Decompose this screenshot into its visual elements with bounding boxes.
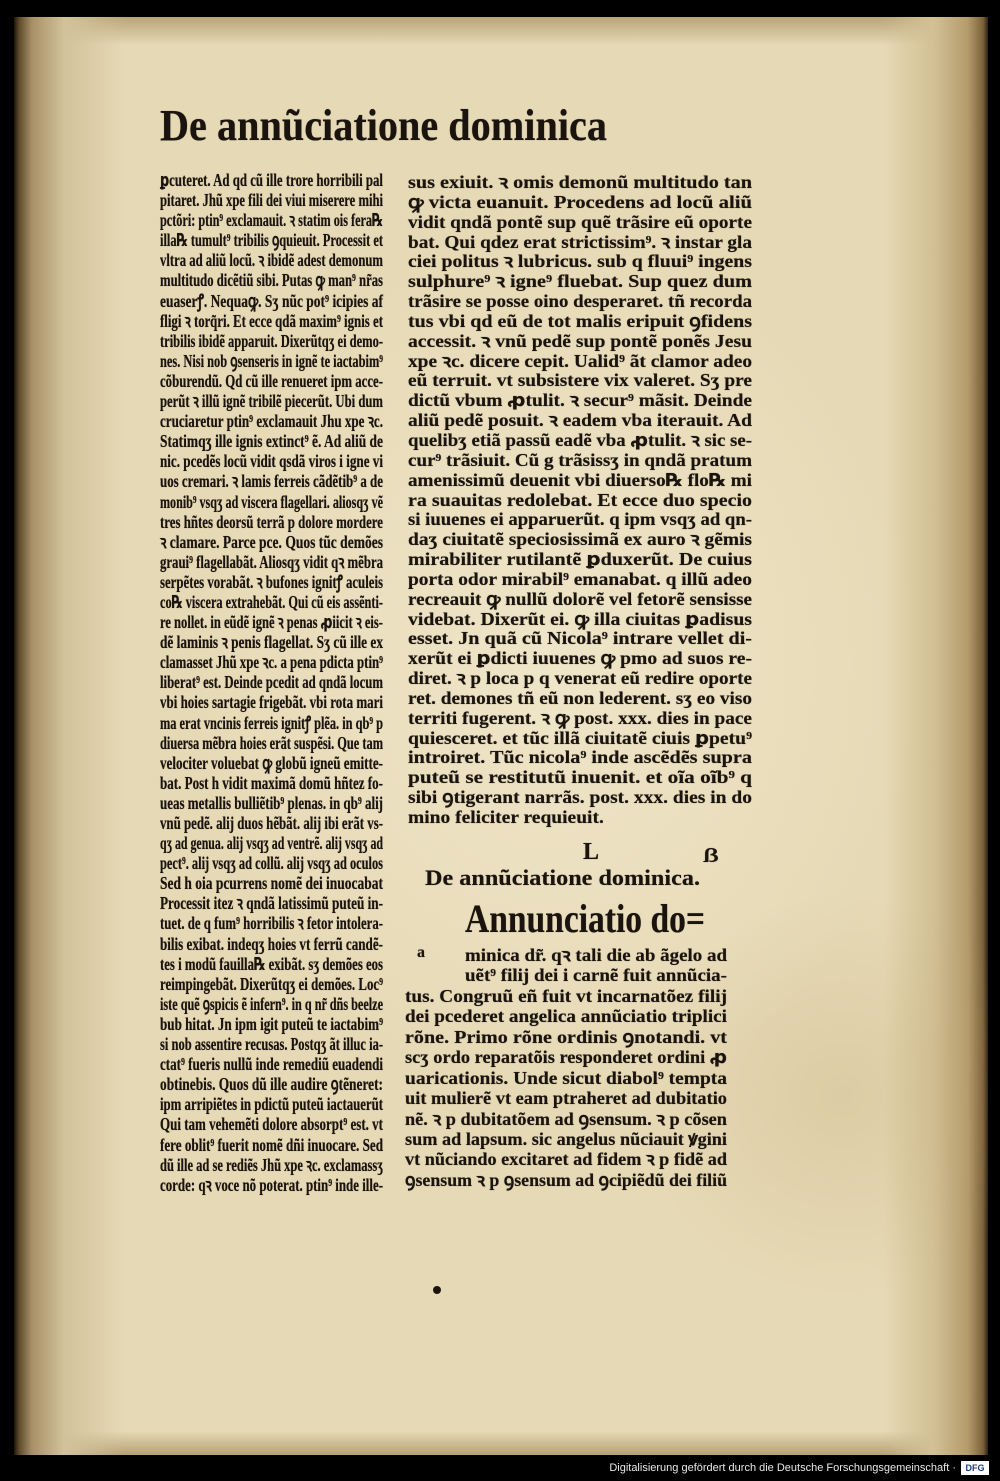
text-line: serpẽtes vorabãt. ꝛ bufones ignitꝭ aculeis	[160, 571, 383, 592]
text-line: tes i modũ fauilla℞ exibãt. sʒ demões eos	[160, 953, 383, 974]
text-line: territi fugerent. ꝛ ꝙ post. xxx. dies in pace	[408, 707, 752, 728]
text-line: obtinebis. Quos dũ ille audire ꝯtẽneret:	[160, 1074, 383, 1095]
text-line: ueas metallis bulliẽtib⁹ plenas. in qb⁹ alij	[160, 792, 383, 813]
text-line: vt nũciando excitaret ad fidem ꝛ p fidẽ ad	[405, 1149, 727, 1170]
text-line: corde: qꝛ voce nõ poterat. ptin⁹ inde ille-	[160, 1174, 383, 1195]
text-line: uẽt⁹ filij dei i carnẽ fuit annũcia-	[465, 965, 727, 986]
text-line: quelibʒ etiã passũ eadẽ vba ꝓtulit. ꝛ sic se-	[408, 429, 752, 450]
text-line: dei pcederet angelica annũciatio triplici	[405, 1006, 727, 1027]
footer-bar	[0, 1456, 1000, 1481]
text-line: Processit itez ꝛ qndã latissimũ puteũ in-	[160, 893, 383, 914]
text-line: illa℞ tumult⁹ tribilis ꝯquieuit. Processit et	[160, 230, 383, 251]
text-line: bat. Qui qdez erat strictissim⁹. ꝛ instar gla	[408, 231, 752, 252]
text-line: ꝯsensum ꝛ p ꝯsensum ad ꝯcipiẽdũ dei filiũ	[405, 1169, 727, 1190]
text-line: quiesceret. et tũc illã ciuitatẽ ciuis ꝑpetu⁹	[408, 727, 752, 748]
text-line: pect⁹. alij vsqʒ ad collũ. alij vsqʒ ad oculos	[160, 853, 383, 874]
text-line: uos cremari. ꝛ lamis ferreis cãdẽtib⁹ a de	[160, 471, 383, 492]
text-line: vidit qndã pontẽ sup quẽ trãsire eũ oporte	[408, 211, 752, 232]
text-line: daʒ ciuitatẽ speciosissimã ex auro ꝛ gẽmis	[408, 529, 752, 550]
text-line: nes. Nisi nob ꝯsenseris in ignẽ te iactabim⁹	[160, 350, 383, 371]
text-line: eũ terruit. vt subsistere vix valeret. Sʒ pre	[408, 370, 752, 391]
text-line: porta odor mirabil⁹ emanabat. q illũ adeo	[408, 568, 752, 589]
text-line: vbi hoies sartagie frigebãt. vbi rota mari	[160, 692, 383, 713]
text-line: dictũ vbum ꝓtulit. ꝛ secur⁹ mãsit. Deinde	[408, 390, 752, 411]
text-line: trãsire se posse oino desperaret. tñ recorda	[408, 291, 752, 312]
text-line: sibi ꝯtigerant narrãs. post. xxx. dies in do	[408, 787, 752, 808]
text-line: velociter voluebat ꝙ globũ igneũ emitte-	[160, 752, 383, 773]
text-line: nẽ. ꝛ p dubitatõem ad ꝯsensum. ꝛ p cõsen	[405, 1108, 727, 1129]
left-column	[160, 170, 383, 1195]
text-line: qʒ ad genua. alij vsqʒ ad ventrẽ. alij vsqʒ ad	[160, 833, 383, 854]
margin-mark: ẞ	[703, 843, 719, 867]
text-line: mirabiliter rutilantẽ ꝑduxerũt. De cuius	[408, 549, 752, 570]
text-line: reimpingebãt. Dixerũtqʒ ei demões. Loc⁹	[160, 973, 383, 994]
text-line: ret. demones tñ eũ non lederent. sʒ eo viso	[408, 687, 752, 708]
text-line: Qui tam vehemẽti dolore absorpt⁹ est. vt	[160, 1114, 383, 1135]
text-line: tuet. de q fum⁹ horribilis ꝛ fetor intolera-	[160, 913, 383, 934]
running-head: De annũciatione dominica	[160, 101, 607, 150]
text-line: aliũ pedẽ posuit. ꝛ eadem vba iterauit. Ad	[408, 410, 752, 431]
text-line: sulphure⁹ ꝛ igne⁹ fluebat. Sup quez dum	[408, 271, 752, 292]
text-line: dũ ille ad se rediẽs Jhũ xpe ꝛc. exclamassʒ	[160, 1154, 383, 1175]
text-line: ꝙ victa euanuit. Procedens ad locũ aliũ	[408, 191, 752, 212]
text-line: cruciaretur ptin⁹ exclamauit Jhu xpe ꝛc.	[160, 411, 383, 432]
text-line: ꝛ clamare. Parce pce. Quos tũc demões	[160, 531, 383, 552]
text-line: perũt ꝛ illũ ignẽ tribilẽ piecerũt. Ubi dum	[160, 391, 383, 412]
text-line: fligi ꝛ torq̃ri. Et ecce qdã maxim⁹ ignis et	[160, 310, 383, 331]
text-line: introiret. Tũc nicola⁹ inde ascẽdẽs supra	[408, 747, 752, 768]
text-line: nic. pcedẽs locũ vidit qsdã viros i igne vi	[160, 451, 383, 472]
text-line: tres hñtes deorsũ terrã p dolore mordere	[160, 511, 383, 532]
text-line: co℞ viscera extrahebãt. Qui cũ eis assẽnti-	[160, 591, 383, 612]
text-line: videbat. Dixerũt ei. ꝙ illa ciuitas ꝑadisus	[408, 608, 752, 629]
text-line: bub hitat. Jn ipm igit puteũ te iactabim⁹	[160, 1013, 383, 1034]
text-line: monib⁹ vsqʒ ad viscera flagellari. aliosqʒ vẽ	[160, 491, 383, 512]
ink-spot	[433, 1286, 441, 1294]
text-line: uit mulierẽ vt eam ptraheret ad dubitatio	[405, 1088, 727, 1109]
text-line: euaserꝭ. Nequaꝙ. Sʒ nũc pot⁹ icipies af	[160, 290, 383, 311]
text-line: pctõri: ptin⁹ exclamauit. ꝛ statim ois fera℞	[160, 210, 383, 231]
text-line: minica dr̃. qꝛ tali die ab ãgelo ad	[465, 945, 727, 965]
text-line: ra suauitas redolebat. Et ecce duo specio	[408, 489, 752, 510]
text-line: xerũt ei ꝑdicti iuuenes ꝙ pmo ad suos re-	[408, 648, 752, 669]
text-line: tus vbi qd eũ de tot malis eripuit ꝯfidens	[408, 310, 752, 331]
text-line: pitaret. Jhũ xpe fili dei viui miserere mihi	[160, 190, 383, 211]
text-line: multitudo dicẽtiũ sibi. Putas ꝙ man⁹ nr̃as	[160, 270, 383, 291]
text-line: re nollet. in eũdẽ ignẽ ꝛ penas ꝓiicit ꝛ eis-	[160, 612, 383, 633]
text-line: tus. Congruũ eñ fuit vt incarnatõez filij	[405, 985, 727, 1006]
text-line: rõne. Primo rõne ordinis ꝯnotandi. vt	[405, 1026, 727, 1047]
text-line: ciei politus ꝛ lubricus. sub q fluui⁹ ingens	[408, 251, 752, 272]
text-line: ctat⁹ fueris nullũ inde remediũ euadendi	[160, 1054, 383, 1075]
text-line: mino feliciter requieuit.	[408, 807, 604, 827]
text-line: ꝑcuteret. Ad qd cũ ille trore horribili pal	[160, 170, 383, 190]
text-line: puteũ se restitutũ inuenit. et oĩa oĩb⁹ q	[408, 767, 752, 788]
text-line: diret. ꝛ p loca p q venerat eũ redire oporte	[408, 668, 752, 689]
text-line: si iuuenes ei apparuerũt. q ipm vsqʒ ad qn-	[408, 509, 752, 530]
text-line: dẽ laminis ꝛ penis flagellat. Sʒ cũ ille ex	[160, 632, 383, 653]
text-line: ma erat vncinis ferreis ignitꝭ plẽa. in qb⁹ p	[160, 712, 383, 733]
dfg-logo: DFG	[961, 1461, 989, 1475]
text-line: esset. Jn quã cũ Nicola⁹ intrare vellet di-	[408, 628, 752, 649]
text-line: si nob assentire recusas. Postqʒ ãt illuc ia-	[160, 1034, 383, 1055]
section-heading: De annũciatione dominica.	[425, 865, 700, 890]
text-line: bilis exibat. indeqʒ hoies vt ferrũ candẽ-	[160, 933, 383, 954]
text-line: cõburendũ. Qd cũ ille renueret ipm acce-	[160, 370, 383, 391]
text-line: liberat⁹ est. Deinde pcedit ad qndã locum	[160, 672, 383, 693]
funding-credit: Digitalisierung gefördert durch die Deutsche Forschungsgemeinschaft ·	[609, 1462, 956, 1474]
text-line: graui⁹ flagellabãt. Aliosqʒ vidit qꝛ mẽbra	[160, 551, 383, 572]
text-line: recreauit ꝙ nullũ dolorẽ vel fetorẽ sensisse	[408, 588, 752, 609]
text-line: cur⁹ trãsiuit. Cũ g trãsissʒ in qndã pratum	[408, 449, 752, 470]
incipit-heading: Annunciatio do=	[465, 896, 705, 941]
text-line: scʒ ordo reparatõis responderet ordini ꝓ	[405, 1047, 727, 1068]
text-line: sum ad lapsum. sic angelus nũciauit ꝟgini	[405, 1128, 727, 1149]
text-line: xpe ꝛc. dicere cepit. Ualid⁹ ãt clamor adeo	[408, 350, 752, 371]
text-line: uaricationis. Unde sicut diabol⁹ tempta	[405, 1067, 727, 1088]
text-line: diuersa mẽbra hoies erãt suspẽsi. Que tam	[160, 732, 383, 753]
text-line: sus exiuit. ꝛ omis demonũ multitudo tan	[408, 172, 752, 192]
text-line: clamasset Jhũ xpe ꝛc. a pena pdicta ptin⁹	[160, 652, 383, 673]
text-line: Sed h oia pcurrens nomẽ dei inuocabat	[160, 873, 383, 894]
text-line: ipm arripiẽtes in pdictũ puteũ iactauerũt	[160, 1094, 383, 1115]
text-line: iste quẽ ꝯspicis ẽ infern⁹. in q nr̃ dñs beelze	[160, 993, 383, 1014]
section-text	[405, 945, 727, 1190]
text-line: Statimqʒ ille ignis extinct⁹ ẽ. Ad aliũ de	[160, 431, 383, 452]
text-line: vltra ad aliũ locũ. ꝛ ibidẽ adest demonum	[160, 250, 383, 271]
book-page	[14, 17, 988, 1455]
text-line: tribilis ibidẽ apparuit. Dixerũtqʒ ei demo-	[160, 330, 383, 351]
text-line: vnũ pedẽ. alij duos hẽbãt. alij ibi erãt vs-	[160, 813, 383, 833]
right-column	[408, 173, 752, 828]
initial-guide-letter: a	[417, 944, 425, 961]
text-line: fere oblit⁹ fuerit nomẽ dñi inuocare. Sed	[160, 1134, 383, 1155]
text-line: accessit. ꝛ vnũ pedẽ sup pontẽ ponẽs Jesu	[408, 330, 752, 351]
text-line: amenissimũ deuenit vbi diuerso℞ flo℞ mi	[408, 469, 752, 490]
chapter-marker: L	[583, 839, 600, 865]
text-line: bat. Post h vidit maximã domũ hñtez fo-	[160, 772, 383, 793]
